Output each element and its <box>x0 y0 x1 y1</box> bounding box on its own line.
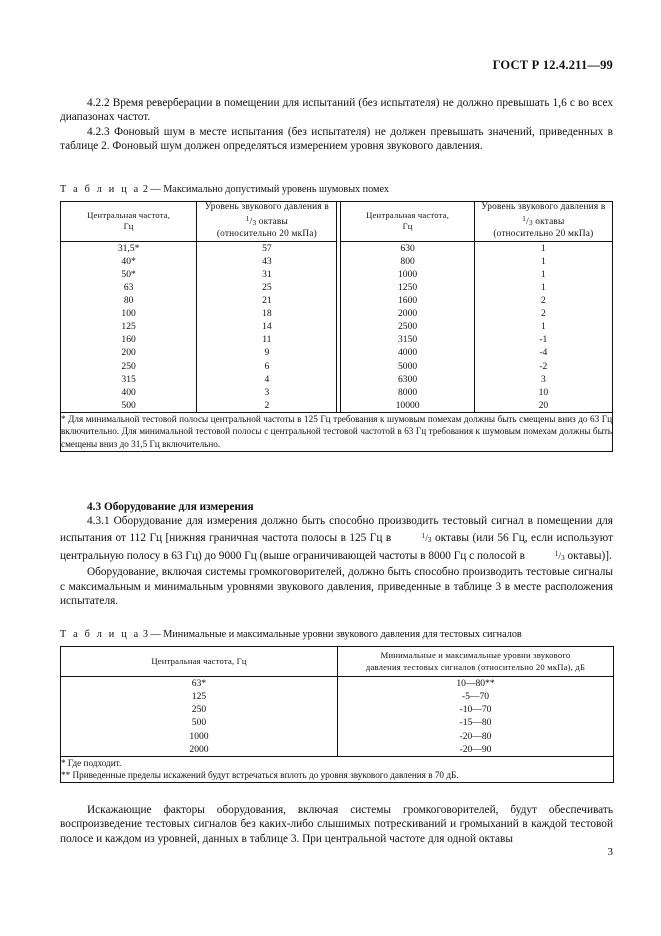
table-cell-value: -15—80 <box>459 717 492 729</box>
table-2-header-level-right: Уровень звукового давления в $^1/_3$ октавы (относительно 20 мкПа) <box>474 202 612 242</box>
table-cell-value: 630 <box>400 242 415 254</box>
table-3-caption-text: Минимальные и максимальные уровни звукового давления для тестовых сигналов <box>163 629 522 640</box>
table-cell-value: 40* <box>121 255 136 267</box>
table-cell-value: -20—80 <box>459 730 492 742</box>
table-cell-value: -10—70 <box>459 704 492 716</box>
paragraph-distortion: Искажающие факторы оборудования, включая системы громкоговорителей, будут обеспечивать воспроизведение тестовых сигналов без каких-либо слышимых потрескиваний и громыханий в каждой тестовой полосе и каждом из уровней, данных в таблице 3. При центральной частоте для одной октавы <box>60 804 613 845</box>
table-3-caption-number: 3 <box>142 629 148 640</box>
table-cell-value: 5000 <box>398 360 418 372</box>
table-3-grid <box>60 646 614 783</box>
table-cell-value: 2500 <box>398 321 418 333</box>
table-2 <box>60 201 613 452</box>
table-cell-value: 1 <box>540 281 546 293</box>
table-cell-value: 2 <box>540 295 546 307</box>
one-third-fraction-icon: $^1/_3$ <box>522 214 533 227</box>
table-cell-value: 8000 <box>398 386 418 398</box>
table-cell-value: 31 <box>262 268 272 280</box>
closing-paragraph-block <box>60 803 613 846</box>
table-cell-value: 125 <box>121 321 136 333</box>
table-3-footnotes <box>61 756 614 782</box>
standard-id: ГОСТ Р 12.4.211—99 <box>492 58 613 72</box>
table-cell-value: 2000 <box>398 308 418 320</box>
table-cell-value: 250 <box>121 360 136 372</box>
table-cell-value: 3 <box>264 386 270 398</box>
section-4-3-heading: 4.3 Оборудование для измерения <box>87 501 254 513</box>
table-cell-value: -4 <box>539 347 548 359</box>
table-cell-value: -20—90 <box>459 743 492 755</box>
table-cell-value: 2 <box>264 399 270 411</box>
table-cell-value: 1 <box>540 268 546 280</box>
table-cell-value: 14 <box>262 321 272 333</box>
table-2-footnote-row <box>61 412 613 451</box>
table-2-level-column-right <box>474 241 612 412</box>
table-2-caption-label: Т а б л и ц а <box>60 184 141 195</box>
table-3-body-row <box>61 677 614 757</box>
one-third-fraction-icon: $^1/_3$ <box>554 550 565 563</box>
table-cell-value: 1000 <box>398 268 418 280</box>
table-2-caption <box>60 183 613 196</box>
table-cell-value: 57 <box>262 242 272 254</box>
table-cell-value: 9 <box>264 347 270 359</box>
table-cell-value: 11 <box>262 334 272 346</box>
table-cell-value: 4000 <box>398 347 418 359</box>
table-cell-value: 25 <box>262 281 272 293</box>
table-cell-value: 1 <box>540 321 546 333</box>
table-cell-value: 43 <box>262 255 272 267</box>
table-cell-value: 1000 <box>189 730 209 742</box>
paragraph-4-3-1-continued: Оборудование, включая системы громкоговорителей, должно быть способно производить тестовые сигналы с максимальным и минимальным уровнями звукового давления, приведенные в таблице 3 в месте расположения испытателя. <box>60 566 613 608</box>
table-cell-value: 250 <box>191 704 207 716</box>
table-cell-value: 125 <box>191 691 207 703</box>
table-cell-value: 400 <box>121 386 136 398</box>
table-cell-value: 1250 <box>398 281 418 293</box>
paragraph-block-422-423 <box>60 96 613 154</box>
table-cell-value: 200 <box>121 347 136 359</box>
table-cell-value: 10000 <box>395 399 420 411</box>
table-3-header-row <box>61 647 614 677</box>
table-2-frequency-column-left <box>61 241 197 412</box>
table-cell-value: 50* <box>121 268 136 280</box>
table-cell-value: 18 <box>262 308 272 320</box>
table-cell-value: 100 <box>121 308 136 320</box>
table-cell-value: 800 <box>400 255 415 267</box>
table-3-level-column <box>338 677 614 757</box>
paragraph-4-2-3: 4.2.3 Фоновый шум в месте испытания (без испытателя) не должен превышать значений, приведенных в таблице 2. Фоновый шум должен определяться измерением уровня звукового давления. <box>60 125 613 153</box>
paragraph-4-3-1: 4.3.1 Оборудование для измерения должно быть способно производить тестовый сигнал в помещении для испытания от 112 Гц [нижняя граничная частота полосы в 125 Гц в $^1/_3$ октавы (или 56 Гц, если используют центральную полосу в 63 Гц) до 9000 Гц (выше ограничивающей частоты в 8000 Гц с полосой в $^1/_3$ октавы)]. <box>60 514 613 565</box>
table-2-header-frequency-right: Центральная частота, Гц <box>341 202 474 242</box>
table-cell-value: -2 <box>539 360 548 372</box>
table-cell-value: 500 <box>121 399 136 411</box>
page-number: 3 <box>607 846 613 858</box>
table-3-caption-dash: — <box>150 629 161 640</box>
table-cell-value: 160 <box>121 334 136 346</box>
table-cell-value: 31,5* <box>117 242 140 254</box>
table-cell-value: 2 <box>540 308 546 320</box>
table-cell-value: 21 <box>262 295 272 307</box>
table-cell-value: 80 <box>123 295 134 307</box>
table-cell-value: 3 <box>540 373 546 385</box>
table-3-caption <box>60 628 613 641</box>
table-2-body-row <box>61 241 613 412</box>
table-3-header-frequency: Центральная частота, Гц <box>61 647 338 677</box>
table-cell-value: 6300 <box>398 373 418 385</box>
table-2-level-column-left <box>197 241 337 412</box>
one-third-fraction-icon: $^1/_3$ <box>245 214 257 227</box>
table-2-caption-number: 2 <box>142 184 148 195</box>
table-cell-value: 63 <box>123 281 134 293</box>
table-2-grid <box>60 201 613 452</box>
table-cell-value: 315 <box>121 373 136 385</box>
table-3-footnote-row <box>61 756 614 782</box>
table-cell-value: -5—70 <box>461 691 490 703</box>
table-2-header-frequency-left: Центральная частота, Гц <box>61 202 197 242</box>
table-cell-value: 10 <box>538 386 549 398</box>
table-2-header-row <box>61 202 613 242</box>
table-3-footnote-1: * Где подходит. <box>61 757 122 768</box>
table-cell-value: 3150 <box>398 334 418 346</box>
paragraph-4-2-2: 4.2.2 Время реверберации в помещении для испытаний (без испытателя) не должно превышать 1,6 с во всех диапазонах частот. <box>60 97 613 124</box>
table-cell-value: 10—80** <box>456 678 495 690</box>
table-cell-value: 63* <box>191 678 207 690</box>
table-2-caption-text: Максимально допустимый уровень шумовых помех <box>163 184 389 195</box>
table-3-caption-label: Т а б л и ц а <box>60 629 141 640</box>
one-third-fraction-icon: $^1/_3$ <box>421 531 432 544</box>
table-3 <box>60 646 613 783</box>
table-2-header-level-left: Уровень звукового давления в $^1/_3$ октавы (относительно 20 мкПа) <box>197 202 337 242</box>
table-cell-value: 500 <box>191 717 207 729</box>
table-cell-value: 1600 <box>398 295 418 307</box>
table-3-frequency-column <box>61 677 338 757</box>
table-2-frequency-column-right <box>341 241 474 412</box>
table-cell-value: 6 <box>264 360 270 372</box>
table-cell-value: -1 <box>539 334 548 346</box>
table-cell-value: 1 <box>540 242 546 254</box>
table-cell-value: 20 <box>538 399 549 411</box>
table-cell-value: 1 <box>540 255 546 267</box>
table-2-footnote: * Для минимальной тестовой полосы центральной частоты в 125 Гц требования к шумовым помехам должны быть смещены вниз до 63 Гц включительно. Для минимальной тестовой полосы с центральной тестовой частотой в 63 Гц требования к шумовым помехам должны быть смещены вниз до 31,5 Гц включительно. <box>61 412 613 451</box>
table-cell-value: 4 <box>264 373 270 385</box>
table-cell-value: 2000 <box>189 743 209 755</box>
table-2-caption-dash: — <box>150 184 161 195</box>
document-standard-header <box>60 58 613 73</box>
table-3-header-level: Минимальные и максимальные уровни звукового давления тестовых сигналов (относительно 20 мкПа), дБ <box>338 647 614 677</box>
table-3-footnote-2: ** Приведенные пределы искажений будут встречаться вплоть до уровня звукового давления в 70 дБ. <box>61 770 459 781</box>
section-4-3 <box>60 500 613 609</box>
